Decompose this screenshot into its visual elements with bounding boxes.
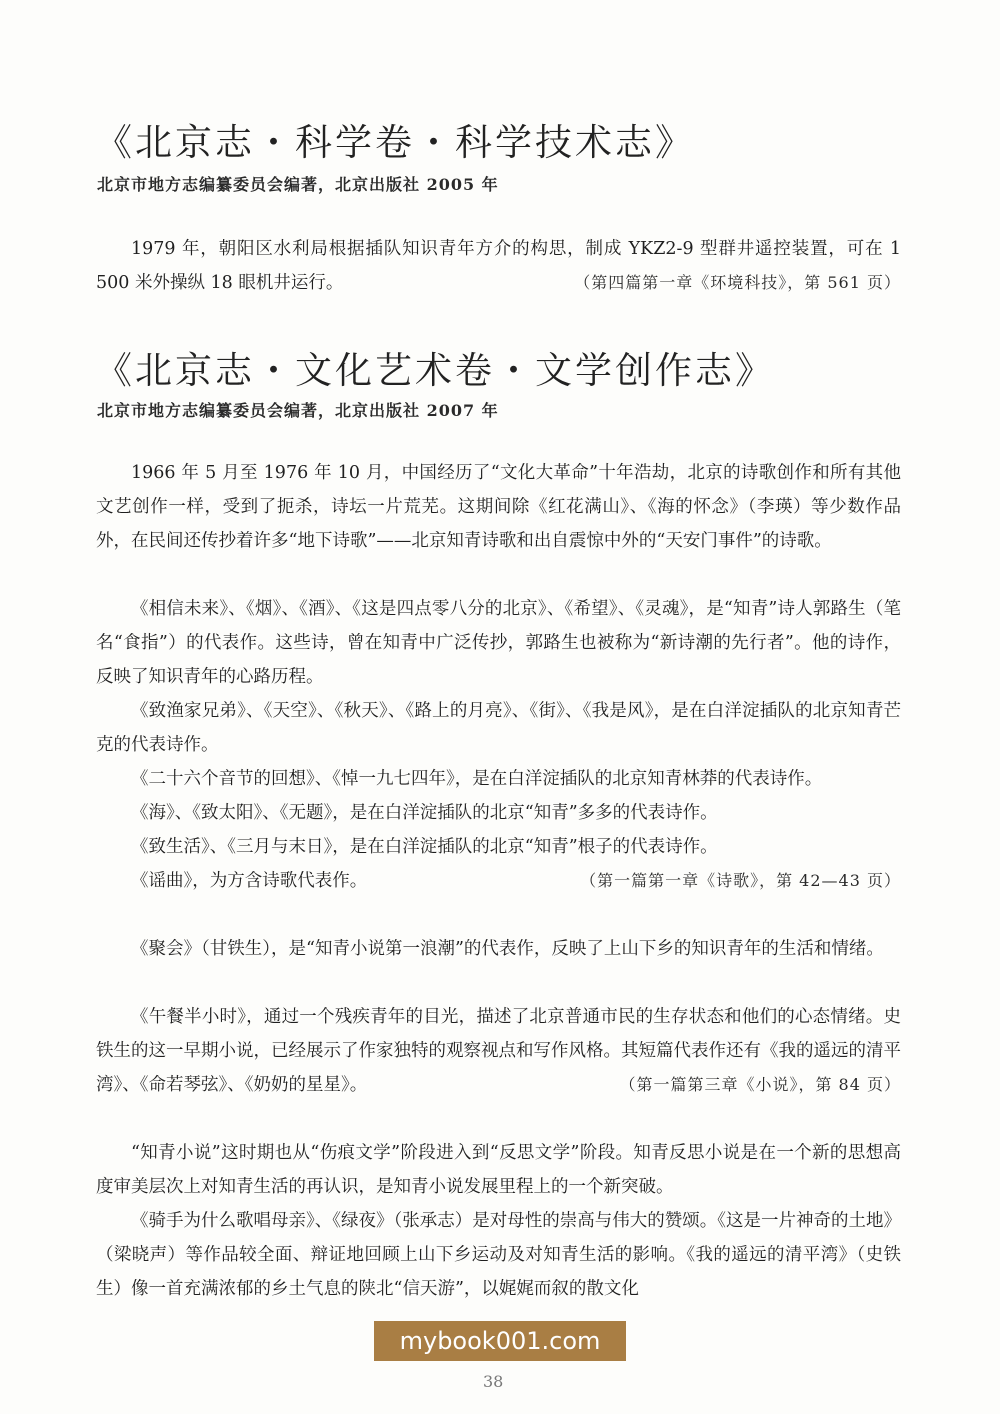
paragraph: 1966 年 5 月至 1976 年 10 月，中国经历了“文化大革命”十年浩劫，北京的诗歌创作和所有其他文艺创作一样，受到了扼杀，诗坛一片荒芜。这期间除《红花满山》、《海的怀念》（李瑛）等少数作品外，在民间还传抄着许多“地下诗歌”——北京知青诗歌和出自震惊中外的“天安门事件”的诗歌。 <box>96 463 901 551</box>
paragraph: 《骑手为什么歌唱母亲》、《绿夜》（张承志）是对母性的崇高与伟大的赞颂。《这是一片神奇的土地》（梁晓声）等作品较全面、辩证地回顾上山下乡运动及对知青生活的影响。《我的遥远的清平湾》（史铁生）像一首充满浓郁的乡土气息的陕北“信天游”，以娓娓而叙的散文化 <box>96 1211 901 1299</box>
paragraph <box>96 1000 901 1102</box>
section-title: 《北京志・文化艺术卷・文学创作志》 <box>95 349 775 392</box>
citation: （第一篇第一章《诗歌》，第 42—43 页） <box>580 871 901 890</box>
citation: （第一篇第三章《小说》，第 84 页） <box>619 1075 901 1094</box>
paragraph <box>96 864 901 898</box>
page-number: 38 <box>483 1372 504 1391</box>
paragraph: 《聚会》（甘铁生），是“知青小说第一浪潮”的代表作，反映了上山下乡的知识青年的生活和情绪。 <box>131 939 884 959</box>
paragraph: “知青小说”这时期也从“伤痕文学”阶段进入到“反思文学”阶段。知青反思小说是在一个新的思想高度审美层次上对知青生活的再认识，是知青小说发展里程上的一个新突破。 <box>96 1143 901 1197</box>
paragraph-text: 《午餐半小时》，通过一个残疾青年的目光，描述了北京普通市民的生存状态和他们的心态情绪。史铁生的这一早期小说，已经展示了作家独特的观察视点和写作风格。其短篇代表作还有《我的遥远的清平湾》、《命若琴弦》、《奶奶的星星》。 <box>96 1007 901 1095</box>
paragraph: 《相信未来》、《烟》、《酒》、《这是四点零八分的北京》、《希望》、《灵魂》，是“知青”诗人郭路生（笔名“食指”）的代表作。这些诗，曾在知青中广泛传抄，郭路生也被称为“新诗潮的先行者”。他的诗作，反映了知识青年的心路历程。 <box>96 599 901 687</box>
paragraph: 《致生活》、《三月与末日》，是在白洋淀插队的北京“知青”根子的代表诗作。 <box>131 837 718 857</box>
paragraph: 《海》、《致太阳》、《无题》，是在白洋淀插队的北京“知青”多多的代表诗作。 <box>131 803 718 823</box>
watermark-link[interactable]: mybook001.com <box>374 1321 626 1361</box>
paragraph <box>96 232 901 300</box>
section-subtitle: 北京市地方志编纂委员会编著，北京出版社 2005 年 <box>97 175 499 194</box>
paragraph-text: 《谣曲》，为方含诗歌代表作。 <box>131 871 368 891</box>
section-subtitle: 北京市地方志编纂委员会编著，北京出版社 2007 年 <box>97 401 499 420</box>
section-title: 《北京志・科学卷・科学技术志》 <box>95 121 695 164</box>
citation: （第四篇第一章《环境科技》，第 561 页） <box>574 273 901 292</box>
paragraph: 《致渔家兄弟》、《天空》、《秋天》、《路上的月亮》、《街》、《我是风》，是在白洋淀插队的北京知青芒克的代表诗作。 <box>96 701 901 755</box>
paragraph-text: 1979 年，朝阳区水利局根据插队知识青年方介的构思，制成 YKZ2-9 型群井遥控装置，可在 1 500 米外操纵 18 眼机井运行。 <box>96 239 901 293</box>
paragraph: 《二十六个音节的回想》、《悼一九七四年》，是在白洋淀插队的北京知青林莽的代表诗作。 <box>131 769 823 789</box>
